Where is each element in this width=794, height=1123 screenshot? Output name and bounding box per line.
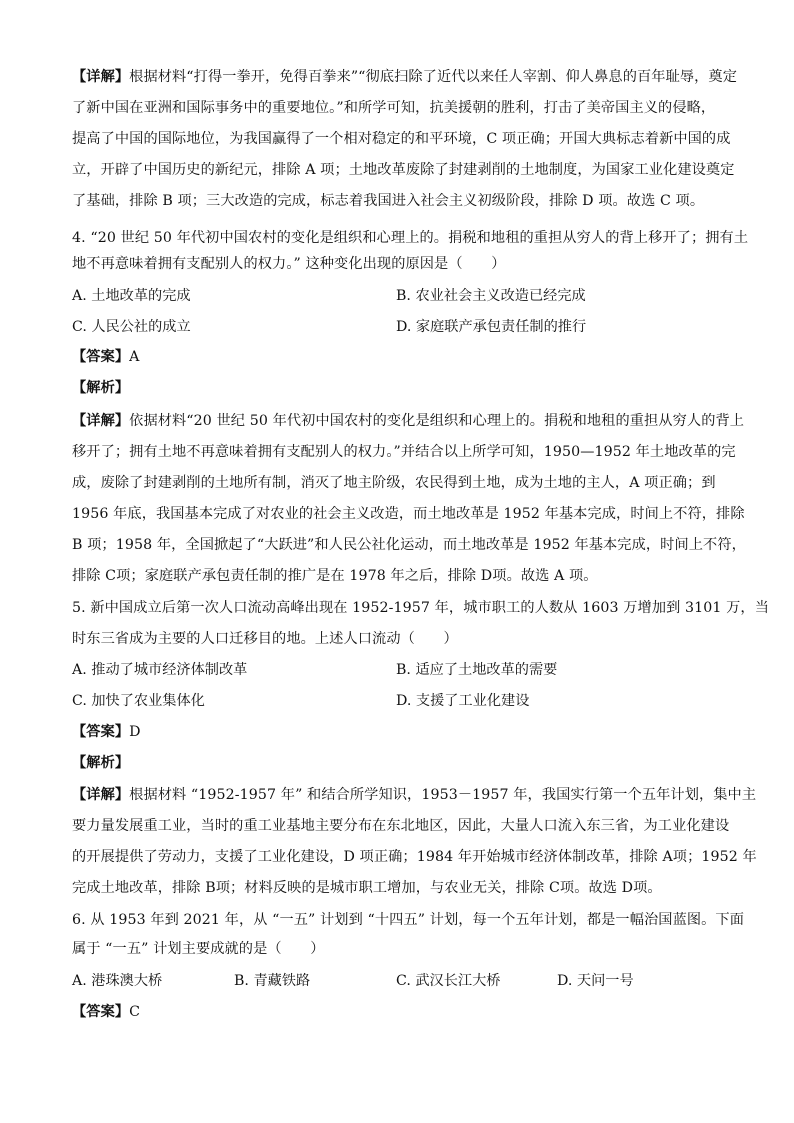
detail-tag: 【详解】 [72,413,130,429]
q6-stem-line-1: 6. 从 1953 年到 2021 年，从 “一五” 计划到 “十四五” 计划，每一个五年计划，都是一幅治国蓝图。下面 [72,912,745,928]
q4-detail-line-5: B 项；1958 年，全国掀起了“大跃进”和人民公社化运动，而土地改革是 1952 年基本完成，时间上不符， [72,537,746,553]
q4-option-b: B. 农业社会主义改造已经完成 [396,288,586,304]
q4-detail-line-3: 成，废除了封建剥削的土地所有制，消灭了地主阶级，农民得到土地，成为土地的主人，A 项正确；到 [72,475,716,491]
q4-detail-text-1: 依据材料“20 世纪 50 年代初中国农村的变化是组织和心理上的。捐税和地租的重担从穷人的背上 [129,413,745,429]
q5-option-b: B. 适应了土地改革的需要 [396,662,558,678]
q6-option-b: B. 青藏铁路 [234,973,311,989]
q6-stem-line-2: 属于 “一五” 计划主要成就的是（ ） [72,941,325,957]
q3-detail-text-1: 根据材料“打得一拳开，免得百拳来”“彻底扫除了近代以来任人宰割、仰人鼻息的百年耻辱，奠定 [129,69,738,85]
q3-detail-line-1 [72,67,738,87]
q5-detail-text-1: 根据材料 “1952-1957 年” 和结合所学知识，1953－1957 年，我国实行第一个五年计划，集中主 [129,787,757,803]
q6-option-d: D. 天问一号 [557,973,634,989]
q4-detail-line-1 [72,411,745,431]
answer-tag: 【答案】 [72,349,130,365]
q4-stem-line-1: 4. “20 世纪 50 年代初中国农村的变化是组织和心理上的。捐税和地租的重担从穷人的背上移开了；拥有土 [72,230,749,246]
q4-option-a: A. 土地改革的完成 [72,288,191,304]
q3-detail-line-4: 立，开辟了中国历史的新纪元，排除 A 项；土地改革废除了封建剥削的土地制度，为国家工业化建设奠定 [72,162,735,178]
q5-detail-line-3: 的开展提供了劳动力，支援了工业化建设，D 项正确；1984 年开始城市经济体制改革，排除 A项；1952 年 [72,849,757,865]
answer-tag: 【答案】 [72,1004,130,1020]
answer-tag: 【答案】 [72,724,130,740]
q4-option-d: D. 家庭联产承包责任制的推行 [396,319,587,335]
q4-answer-value: A [129,349,140,365]
q4-stem-line-2: 地不再意味着拥有支配别人的权力。” 这种变化出现的原因是（ ） [72,256,506,272]
q5-option-d: D. 支援了工业化建设 [396,693,530,709]
q5-stem-line-2: 时东三省成为主要的人口迁移目的地。上述人口流动（ ） [72,631,458,647]
q5-detail-line-2: 要力量发展重工业，当时的重工业基地主要分布在东北地区，因此，大量人口流入东三省，为工业化建设 [72,818,730,834]
q5-option-c: C. 加快了农业集体化 [72,693,205,709]
q3-detail-line-3: 提高了中国的国际地位，为我国赢得了一个相对稳定的和平环境，C 项正确；开国大典标志着新中国的成 [72,131,731,147]
q3-detail-line-5: 了基础，排除 B 项；三大改造的完成，标志着我国进入社会主义初级阶段，排除 D 项。故选 C 项。 [72,193,705,209]
q4-analysis-tag: 【解析】 [72,380,130,396]
q5-answer-value: D [129,724,141,740]
q4-detail-line-6: 排除 C项；家庭联产承包责任制的推广是在 1978 年之后，排除 D项。故选 A 项。 [72,568,598,584]
q4-option-c: C. 人民公社的成立 [72,319,191,335]
q5-stem-line-1: 5. 新中国成立后第一次人口流动高峰出现在 1952-1957 年，城市职工的人数从 1603 万增加到 3101 万，当 [72,600,769,616]
q6-answer [72,1002,732,1022]
q3-detail-line-2: 了新中国在亚洲和国际事务中的重要地位。”和所学可知，抗美援朝的胜利，打击了美帝国主义的侵略， [72,100,716,116]
q6-option-c: C. 武汉长江大桥 [396,973,501,989]
detail-tag: 【详解】 [72,69,130,85]
q5-detail-line-1 [72,785,757,805]
q4-detail-line-4: 1956 年底，我国基本完成了对农业的社会主义改造，而土地改革是 1952 年基本完成，时间上不符，排除 [72,506,745,522]
q6-option-a: A. 港珠澳大桥 [72,973,163,989]
q5-analysis-tag: 【解析】 [72,755,130,771]
q4-detail-line-2: 移开了；拥有土地不再意味着拥有支配别人的权力。”并结合以上所学可知，1950—1952 年土地改革的完 [72,444,736,460]
q5-detail-line-4: 完成土地改革，排除 B项；材料反映的是城市职工增加，与农业无关，排除 C项。故选 D项。 [72,880,662,896]
detail-tag: 【详解】 [72,787,130,803]
q5-option-a: A. 推动了城市经济体制改革 [72,662,248,678]
q6-answer-value: C [129,1004,141,1020]
q4-answer [72,347,732,367]
q5-answer [72,722,732,742]
